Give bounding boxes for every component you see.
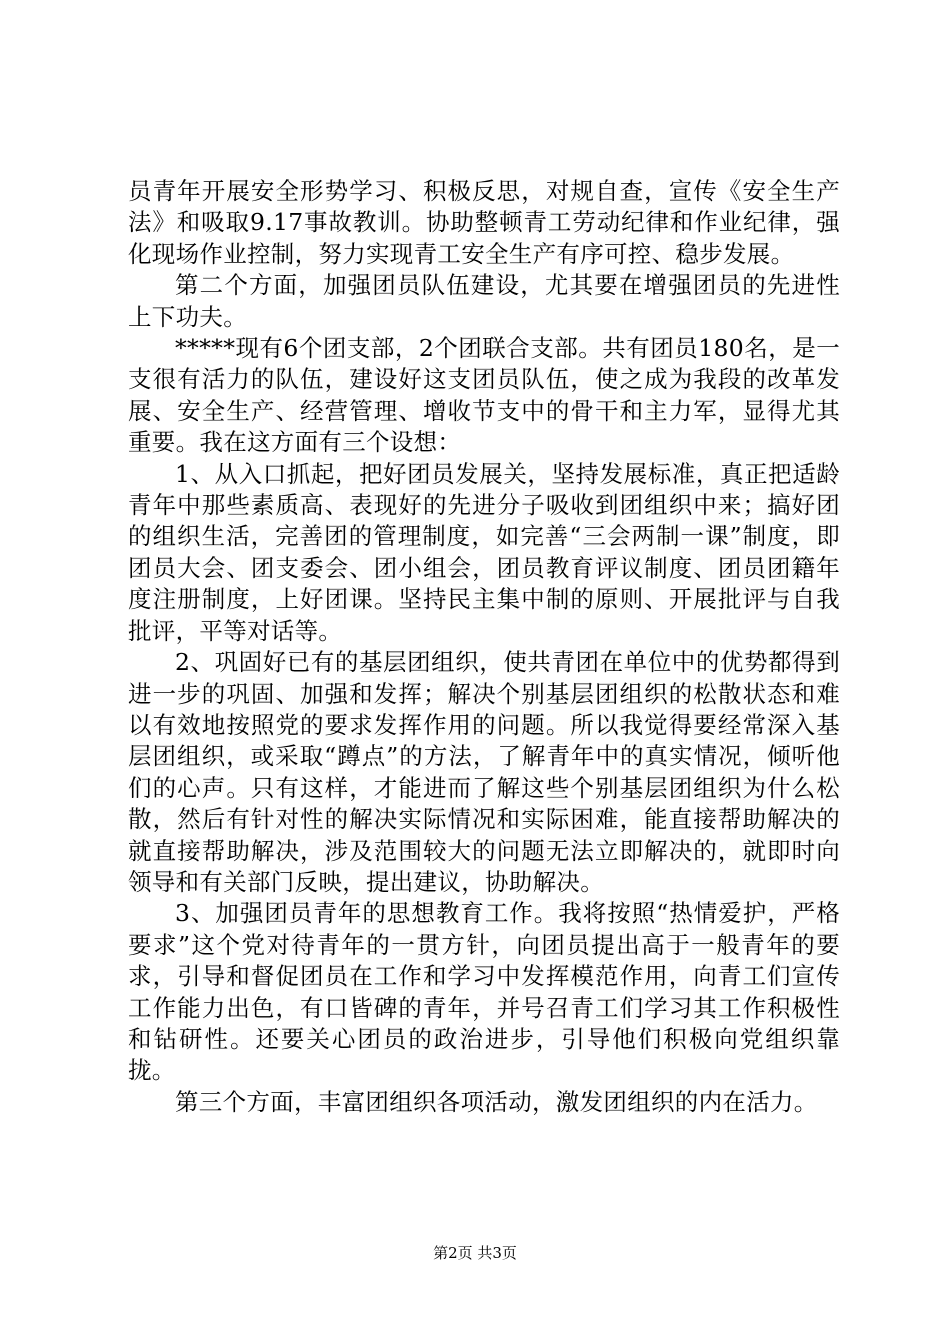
paragraph-section-two-heading: 第二个方面，加强团员队伍建设，尤其要在增强团员的先进性上下功夫。 (128, 271, 840, 331)
paragraph-team-overview: *****现有6个团支部，2个团联合支部。共有团员180名，是一支很有活力的队伍，建设好这支团员队伍，使之成为我段的改革发展、安全生产、经营管理、增收节支中的骨干和主力军，显得尤其重要。我在这方面有三个设想： (128, 334, 840, 457)
paragraph-idea-one: 1、从入口抓起，把好团员发展关，坚持发展标准，真正把适龄青年中那些素质高、表现好的先进分子吸收到团组织中来；搞好团的组织生活，完善团的管理制度，如完善“三会两制一课”制度，即团员大会、团支委会、团小组会，团员教育评议制度、团员团籍年度注册制度，上好团课。坚持民主集中制的原则、开展批评与自我批评，平等对话等。 (128, 459, 840, 645)
document-body (128, 176, 840, 1118)
paragraph-idea-two: 2、巩固好已有的基层团组织，使共青团在单位中的优势都得到进一步的巩固、加强和发挥；解决个别基层团组织的松散状态和难以有效地按照党的要求发挥作用的问题。所以我觉得要经常深入基层团组织，或采取“蹲点”的方法，了解青年中的真实情况，倾听他们的心声。只有这样，才能进而了解这些个别基层团组织为什么松散，然后有针对性的解决实际情况和实际困难，能直接帮助解决的就直接帮助解决，涉及范围较大的问题无法立即解决的，就即时向领导和有关部门反映，提出建议，协助解决。 (128, 648, 840, 896)
page-number-footer: 第2页 共3页 (433, 1244, 517, 1262)
paragraph-section-three-heading: 第三个方面，丰富团组织各项活动，激发团组织的内在活力。 (175, 1087, 818, 1116)
paragraph-idea-three: 3、加强团员青年的思想教育工作。我将按照“热情爱护，严格要求”这个党对待青年的一贯方针，向团员提出高于一般青年的要求，引导和督促团员在工作和学习中发挥模范作用，向青工们宣传工作能力出色，有口皆碑的青年，并号召青工们学习其工作积极性和钻研性。还要关心团员的政治进步，引导他们积极向党组织靠拢。 (128, 899, 840, 1085)
paragraph-continuation: 员青年开展安全形势学习、积极反思，对规自查，宣传《安全生产法》和吸取9.17事故教训。协助整顿青工劳动纪律和作业纪律，强化现场作业控制，努力实现青工安全生产有序可控、稳步发展。 (128, 177, 840, 268)
